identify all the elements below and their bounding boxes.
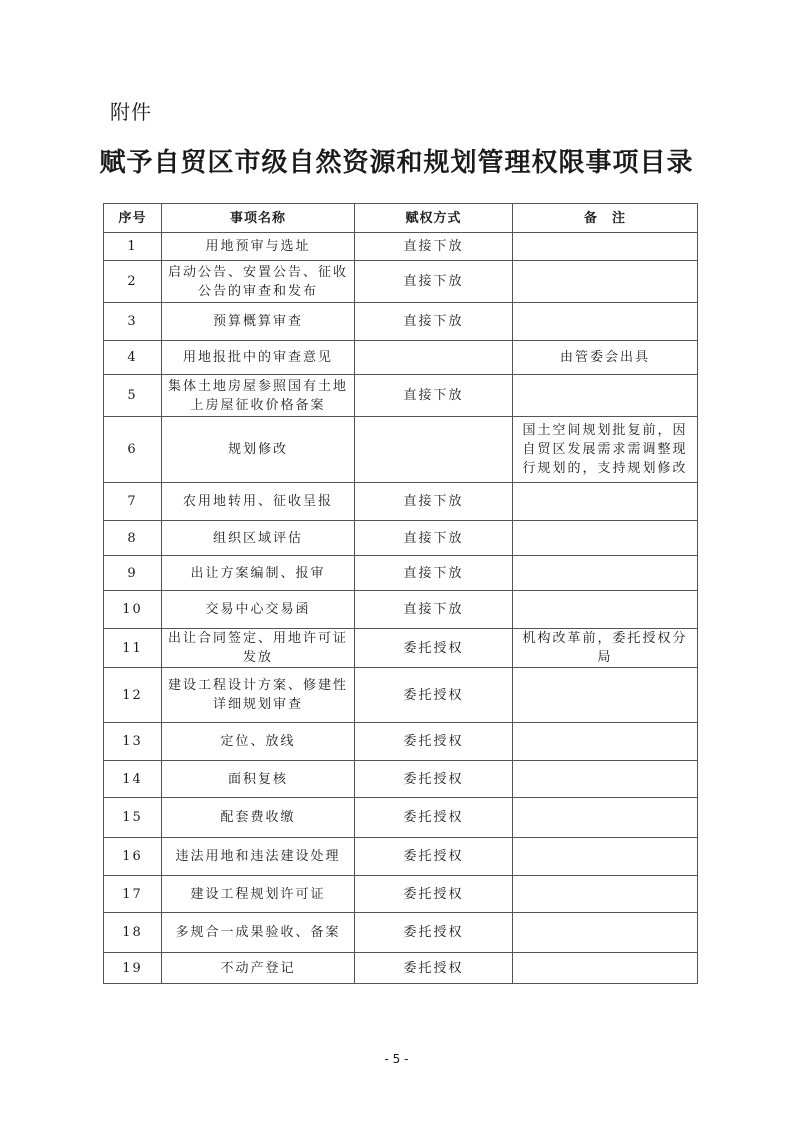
table-row bbox=[104, 521, 698, 556]
cell-method: 委托授权 bbox=[355, 876, 513, 913]
cell-note bbox=[513, 668, 698, 723]
cell-item-name: 不动产登记 bbox=[162, 953, 355, 984]
cell-method bbox=[355, 341, 513, 375]
table-row bbox=[104, 876, 698, 913]
cell-no: 1 bbox=[104, 233, 162, 261]
cell-no: 12 bbox=[104, 668, 162, 723]
cell-note bbox=[513, 723, 698, 761]
cell-item-name: 面积复核 bbox=[162, 761, 355, 798]
cell-no: 10 bbox=[104, 591, 162, 629]
cell-note bbox=[513, 303, 698, 341]
cell-item-name: 用地报批中的审查意见 bbox=[162, 341, 355, 375]
cell-method bbox=[355, 417, 513, 483]
cell-note: 由管委会出具 bbox=[513, 341, 698, 375]
cell-note bbox=[513, 761, 698, 798]
cell-note bbox=[513, 838, 698, 876]
cell-item-name: 交易中心交易函 bbox=[162, 591, 355, 629]
cell-method: 委托授权 bbox=[355, 838, 513, 876]
cell-note bbox=[513, 953, 698, 984]
cell-method: 委托授权 bbox=[355, 798, 513, 838]
cell-note bbox=[513, 375, 698, 417]
cell-note bbox=[513, 483, 698, 521]
cell-no: 4 bbox=[104, 341, 162, 375]
cell-note bbox=[513, 233, 698, 261]
cell-no: 8 bbox=[104, 521, 162, 556]
cell-item-name: 建设工程规划许可证 bbox=[162, 876, 355, 913]
cell-no: 18 bbox=[104, 913, 162, 953]
table-row bbox=[104, 591, 698, 629]
cell-note bbox=[513, 591, 698, 629]
cell-note bbox=[513, 876, 698, 913]
cell-note: 机构改革前，委托授权分局 bbox=[513, 629, 698, 668]
table-row bbox=[104, 261, 698, 303]
table-row bbox=[104, 629, 698, 668]
cell-method: 直接下放 bbox=[355, 233, 513, 261]
table-row bbox=[104, 723, 698, 761]
cell-no: 5 bbox=[104, 375, 162, 417]
cell-item-name: 违法用地和违法建设处理 bbox=[162, 838, 355, 876]
cell-method: 委托授权 bbox=[355, 913, 513, 953]
cell-item-name: 预算概算审查 bbox=[162, 303, 355, 341]
cell-no: 19 bbox=[104, 953, 162, 984]
cell-item-name: 定位、放线 bbox=[162, 723, 355, 761]
cell-item-name: 出让方案编制、报审 bbox=[162, 556, 355, 591]
cell-method: 委托授权 bbox=[355, 629, 513, 668]
cell-item-name: 组织区域评估 bbox=[162, 521, 355, 556]
table-row bbox=[104, 798, 698, 838]
page-number: - 5 - bbox=[384, 1052, 409, 1066]
table-row bbox=[104, 761, 698, 798]
cell-method: 委托授权 bbox=[355, 761, 513, 798]
cell-item-name: 出让合同签定、用地许可证发放 bbox=[162, 629, 355, 668]
cell-no: 11 bbox=[104, 629, 162, 668]
cell-no: 9 bbox=[104, 556, 162, 591]
cell-method: 直接下放 bbox=[355, 521, 513, 556]
cell-note bbox=[513, 261, 698, 303]
cell-item-name: 建设工程设计方案、修建性详细规划审查 bbox=[162, 668, 355, 723]
cell-item-name: 用地预审与选址 bbox=[162, 233, 355, 261]
header-no: 序号 bbox=[104, 204, 162, 233]
cell-no: 13 bbox=[104, 723, 162, 761]
table-row bbox=[104, 303, 698, 341]
cell-item-name: 集体土地房屋参照国有土地上房屋征收价格备案 bbox=[162, 375, 355, 417]
table-row bbox=[104, 483, 698, 521]
table-row bbox=[104, 838, 698, 876]
table-row bbox=[104, 417, 698, 483]
cell-no: 17 bbox=[104, 876, 162, 913]
cell-no: 7 bbox=[104, 483, 162, 521]
cell-item-name: 启动公告、安置公告、征收公告的审查和发布 bbox=[162, 261, 355, 303]
cell-method: 委托授权 bbox=[355, 723, 513, 761]
cell-note: 国土空间规划批复前，因自贸区发展需求需调整现行规划的，支持规划修改 bbox=[513, 417, 698, 483]
header-note: 备 注 bbox=[513, 204, 698, 233]
table-row bbox=[104, 913, 698, 953]
authority-catalog-table bbox=[103, 203, 698, 984]
cell-method: 委托授权 bbox=[355, 953, 513, 984]
table-row bbox=[104, 341, 698, 375]
cell-note bbox=[513, 798, 698, 838]
cell-method: 直接下放 bbox=[355, 261, 513, 303]
table-row bbox=[104, 233, 698, 261]
cell-no: 6 bbox=[104, 417, 162, 483]
cell-note bbox=[513, 913, 698, 953]
cell-method: 直接下放 bbox=[355, 556, 513, 591]
attachment-label: 附件 bbox=[110, 100, 152, 124]
header-name: 事项名称 bbox=[162, 204, 355, 233]
cell-method: 委托授权 bbox=[355, 668, 513, 723]
table-row bbox=[104, 668, 698, 723]
table-row bbox=[104, 375, 698, 417]
table-row bbox=[104, 556, 698, 591]
cell-no: 2 bbox=[104, 261, 162, 303]
cell-method: 直接下放 bbox=[355, 303, 513, 341]
cell-method: 直接下放 bbox=[355, 591, 513, 629]
table-header-row bbox=[104, 204, 698, 233]
cell-no: 14 bbox=[104, 761, 162, 798]
cell-note bbox=[513, 556, 698, 591]
cell-no: 15 bbox=[104, 798, 162, 838]
table-row bbox=[104, 953, 698, 984]
cell-item-name: 规划修改 bbox=[162, 417, 355, 483]
cell-item-name: 配套费收缴 bbox=[162, 798, 355, 838]
header-method: 赋权方式 bbox=[355, 204, 513, 233]
cell-no: 16 bbox=[104, 838, 162, 876]
document-title: 赋予自贸区市级自然资源和规划管理权限事项目录 bbox=[99, 148, 694, 178]
cell-method: 直接下放 bbox=[355, 375, 513, 417]
cell-method: 直接下放 bbox=[355, 483, 513, 521]
cell-no: 3 bbox=[104, 303, 162, 341]
cell-note bbox=[513, 521, 698, 556]
cell-item-name: 农用地转用、征收呈报 bbox=[162, 483, 355, 521]
cell-item-name: 多规合一成果验收、备案 bbox=[162, 913, 355, 953]
